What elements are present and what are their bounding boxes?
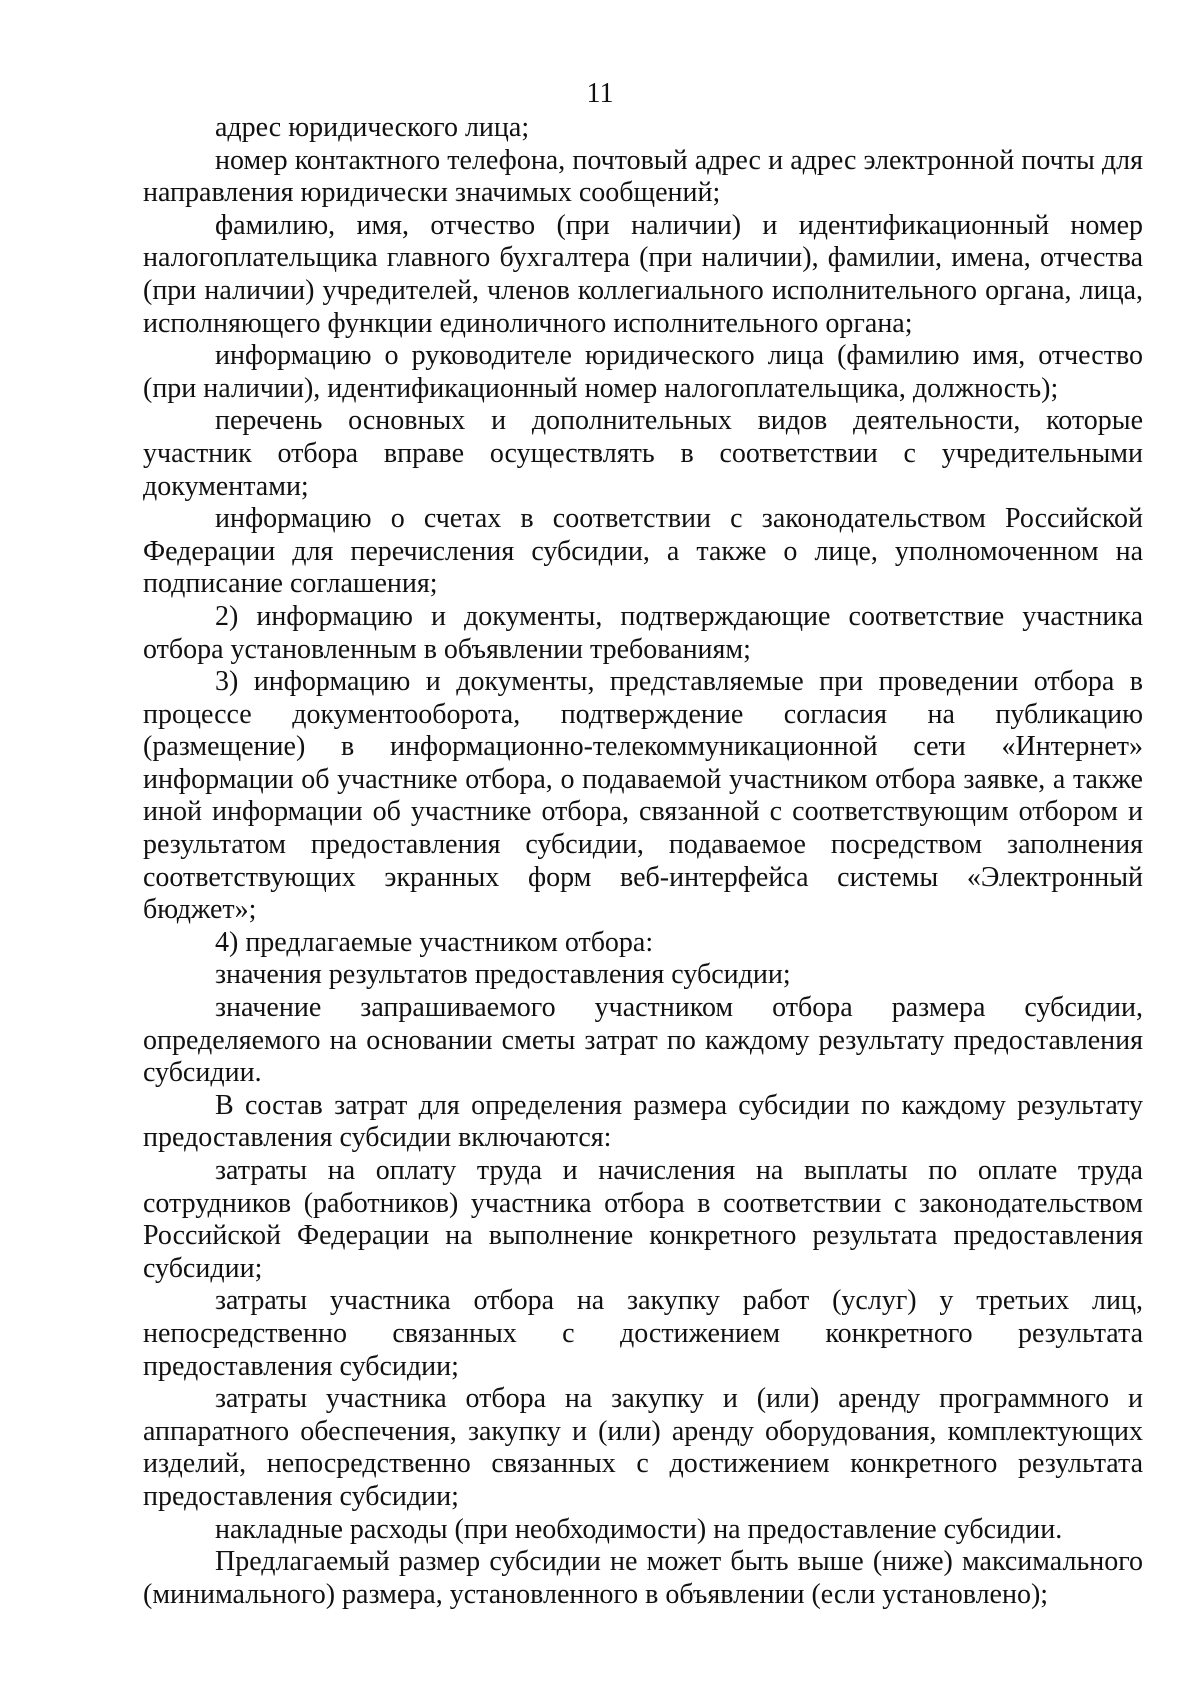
paragraph: адрес юридического лица; [215,112,530,143]
paragraph: значение запрашиваемого участником отбора размера субсидии, определяемого на основании сметы затрат по каждому результату предоставления субсидии. [143,992,1143,1089]
paragraph: 3) информацию и документы, представляемые при проведении отбора в процессе документооборота, подтверждение согласия на публикацию (размещение) в информационно-телекоммуникационной сети «Интернет» информации об участнике отбора, о подаваемой участником отбора заявке, а также иной информации об участнике отбора, связанной с соответствующим отбором и результатом предоставления субсидии, подаваемое посредством заполнения соответствующих экранных форм веб-интерфейса системы «Электронный бюджет»; [143,666,1143,926]
paragraph: информацию о счетах в соответствии с законодательством Российской Федерации для перечисления субсидии, а также о лице, уполномоченном на подписание соглашения; [143,503,1143,600]
paragraph: перечень основных и дополнительных видов деятельности, которые участник отбора вправе осуществлять в соответствии с учредительными документами; [143,405,1143,502]
paragraph: значения результатов предоставления субсидии; [215,959,791,991]
paragraph: накладные расходы (при необходимости) на предоставление субсидии. [215,1513,1063,1545]
paragraph: информацию о руководителе юридического лица (фамилию имя, отчество (при наличии), идентификационный номер налогоплательщика, должность); [143,340,1143,404]
paragraph: 2) информацию и документы, подтверждающие соответствие участника отбора установленным в объявлении требованиям; [143,600,1143,665]
paragraph: фамилию, имя, отчество (при наличии) и идентификационный номер налогоплательщика главного бухгалтера (при наличии), фамилии, имена, отчества (при наличии) учредителей, членов коллегиального исполнительного органа, лица, исполняющего функции единоличного исполнительного органа; [143,209,1143,339]
paragraph: Предлагаемый размер субсидии не может быть выше (ниже) максимального (минимального) размера, установленного в объявлении (если установлено); [143,1546,1143,1610]
page-number: 11 [586,78,614,109]
paragraph: 4) предлагаемые участником отбора: [215,926,654,958]
paragraph: затраты на оплату труда и начисления на выплаты по оплате труда сотрудников (работников) участника отбора в соответствии с законодательством Российской Федерации на выполнение конкретного результата предоставления субсидии; [143,1155,1143,1284]
paragraph: В состав затрат для определения размера субсидии по каждому результату предоставления субсидии включаются: [143,1089,1143,1154]
document-body [143,112,1143,1611]
paragraph: затраты участника отбора на закупку и (или) аренду программного и аппаратного обеспечения, закупку и (или) аренду оборудования, комплектующих изделий, непосредственно связанных с достижением конкретного результата предоставления субсидии; [143,1383,1143,1512]
paragraph: затраты участника отбора на закупку работ (услуг) у третьих лиц, непосредственно связанных с достижением конкретного результата предоставления субсидии; [143,1285,1143,1382]
paragraph: номер контактного телефона, почтовый адрес и адрес электронной почты для направления юридически значимых сообщений; [143,144,1143,209]
